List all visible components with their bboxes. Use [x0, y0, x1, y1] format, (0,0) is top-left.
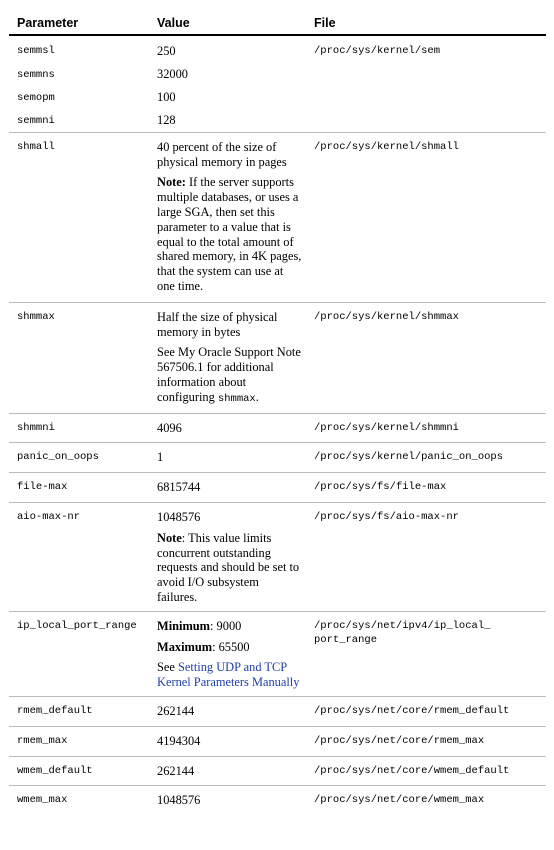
table-row — [9, 35, 546, 59]
param-semmni: semmni — [17, 114, 55, 127]
value-semmni: 128 — [157, 112, 176, 127]
file-shmmax: /proc/sys/kernel/shmmax — [306, 302, 546, 413]
port-maximum-value: : 65500 — [212, 639, 250, 654]
header-parameter: Parameter — [9, 9, 149, 35]
header-file: File — [306, 9, 546, 35]
value-ip-local-port-range — [149, 611, 306, 696]
param-rmem-default: rmem_default — [9, 696, 149, 726]
port-see-also — [157, 660, 302, 696]
file-wmem-default: /proc/sys/net/core/wmem_default — [306, 756, 546, 786]
param-shmmax: shmmax — [9, 302, 149, 413]
aio-note-label: Note — [157, 530, 182, 545]
value-shmmni: 4096 — [149, 413, 306, 443]
table-row — [9, 696, 546, 726]
value-rmem-max: 4194304 — [149, 726, 306, 756]
value-shmmax — [149, 302, 306, 413]
aio-note-text: : This value limits concurrent outstanding requests and should be set to avoid I/O subsystem failures. — [157, 530, 300, 604]
table-row — [9, 726, 546, 756]
port-maximum — [157, 640, 302, 655]
table-row — [9, 756, 546, 786]
value-panic-on-oops: 1 — [149, 443, 306, 473]
header-value: Value — [149, 9, 306, 35]
file-ip-line-1: /proc/sys/net/ipv4/ip_local_ — [314, 619, 491, 632]
value-wmem-default: 262144 — [149, 756, 306, 786]
table-row — [9, 611, 546, 696]
value-semopm: 100 — [157, 89, 176, 104]
table-row — [9, 413, 546, 443]
file-panic-on-oops: /proc/sys/kernel/panic_on_oops — [306, 443, 546, 473]
file-wmem-max: /proc/sys/net/core/wmem_max — [306, 786, 546, 814]
table-row — [9, 786, 546, 814]
value-shmall — [149, 132, 306, 302]
shmall-note-label: Note: — [157, 175, 186, 190]
file-sem: /proc/sys/kernel/sem — [314, 45, 441, 57]
value-shmall-text: 40 percent of the size of physical memory in pages — [157, 139, 287, 169]
param-rmem-max: rmem_max — [9, 726, 149, 756]
value-wmem-max: 1048576 — [149, 786, 306, 814]
value-shmmax-text: Half the size of physical memory in bytes — [157, 309, 278, 339]
port-minimum-value: : 9000 — [210, 618, 242, 633]
value-aio-max-nr-text: 1048576 — [157, 509, 201, 524]
param-semmns: semmns — [17, 68, 55, 81]
file-aio-max-nr: /proc/sys/fs/aio-max-nr — [306, 502, 546, 611]
param-file-max: file-max — [9, 473, 149, 503]
file-file-max: /proc/sys/fs/file-max — [306, 473, 546, 503]
kernel-parameters-table — [9, 9, 546, 814]
file-ip-local-port-range — [306, 611, 546, 696]
file-shmmni: /proc/sys/kernel/shmmni — [306, 413, 546, 443]
shmmax-note — [157, 345, 302, 412]
table-row — [9, 443, 546, 473]
param-wmem-max: wmem_max — [9, 786, 149, 814]
shmmax-note-text: See My Oracle Support Note 567506.1 for additional information about configuring — [157, 345, 301, 404]
table-row — [9, 302, 546, 413]
value-aio-max-nr — [149, 502, 306, 611]
param-shmall: shmall — [9, 132, 149, 302]
value-file-max: 6815744 — [149, 473, 306, 503]
table-row — [9, 132, 546, 302]
param-semmsl: semmsl — [17, 45, 55, 57]
table-header-row — [9, 9, 546, 35]
shmall-note — [157, 175, 302, 301]
port-see-text: See — [157, 660, 178, 675]
port-minimum-label: Minimum — [157, 618, 211, 633]
port-maximum-label: Maximum — [157, 639, 213, 654]
table-row — [9, 502, 546, 611]
file-shmall: /proc/sys/kernel/shmall — [306, 132, 546, 302]
param-shmmni: shmmni — [9, 413, 149, 443]
port-minimum — [157, 619, 302, 634]
shmmax-note-end: . — [255, 389, 259, 404]
shmmax-note-code: shmmax — [217, 392, 256, 405]
value-semmns: 32000 — [157, 66, 188, 81]
table-row — [9, 473, 546, 503]
param-wmem-default: wmem_default — [9, 756, 149, 786]
file-rmem-default: /proc/sys/net/core/rmem_default — [306, 696, 546, 726]
param-aio-max-nr: aio-max-nr — [9, 502, 149, 611]
udp-tcp-parameters-link[interactable]: Setting UDP and TCP Kernel Parameters Manually — [157, 660, 300, 690]
param-ip-local-port-range: ip_local_port_range — [9, 611, 149, 696]
aio-note — [157, 531, 302, 611]
value-semmsl: 250 — [157, 44, 176, 58]
param-semopm: semopm — [17, 91, 55, 104]
value-rmem-default: 262144 — [149, 696, 306, 726]
param-panic-on-oops: panic_on_oops — [9, 443, 149, 473]
file-ip-line-2: port_range — [314, 633, 378, 646]
shmall-note-text: If the server supports multiple databases, or uses a large SGA, then set this parameter to a value that is equal to the total amount of shared memory, in 4K pages, that the system can use at one time. — [157, 175, 302, 293]
file-rmem-max: /proc/sys/net/core/rmem_max — [306, 726, 546, 756]
